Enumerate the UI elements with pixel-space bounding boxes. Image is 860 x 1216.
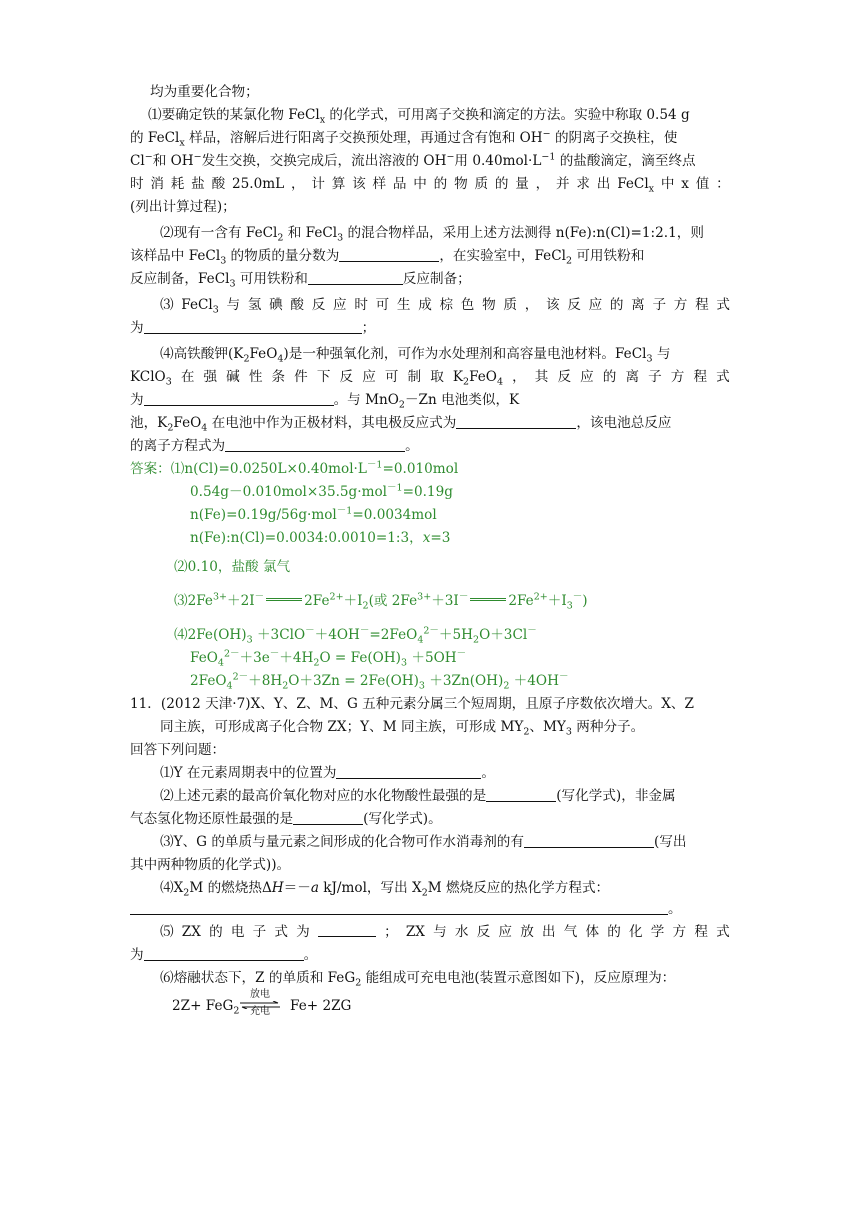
reaction-right: Fe+ 2ZG [290,998,352,1014]
text-token: 程 [693,369,708,385]
text-token: 的 [607,924,621,940]
text-token: 的 [609,297,624,313]
text-token: 碱 [226,369,240,385]
text-token: 出 [541,924,556,940]
text-token: 25.0mL [231,176,285,192]
text-token: 中 [413,176,427,192]
text-token: 反 [339,369,354,385]
text-token: 取 [430,369,444,385]
q4-line4: 池，$K_2FeO_4$ 在电池中作为正极材料，其电极反应式为 ，该电池总反应 [130,415,672,434]
text-token: 方 [673,297,688,313]
text-token: 方 [670,369,685,385]
text-token: 碘 [269,297,283,313]
answer-line7: $⑷2Fe(OH)_3 +3ClO^-+4OH^-=2FeO_4^{2-}+5H_2O+3Cl^-$ [174,625,537,646]
answer-blank[interactable] [524,834,654,848]
text-token: FeCl$_3$ [181,297,219,316]
text-token: ： [716,176,730,192]
q2-line3: 反应制备，FeCl$_3$ 可用铁粉和 反应制备； [130,271,471,290]
text-token: 在 [180,369,195,385]
text-token: 的 [433,176,448,192]
text-token: 水 [454,924,469,940]
text-token: 可 [375,297,390,313]
text-token: ZX [405,924,425,940]
text-token: 应 [498,924,513,940]
text-token: 反 [311,297,326,313]
text-token: 可 [384,369,399,385]
answer-line3: n(Fe)=0.19g/56g·mol$^{-1}$=0.0034mol [190,505,437,523]
text-token: 反 [476,924,491,940]
text-token: ， [524,297,539,313]
text-token: 样 [372,176,387,192]
text-token: 放 [520,924,534,940]
text-token: 方 [672,924,687,940]
q11-sub3-line2: 其中两种物质的化学式))。 [130,857,291,873]
text-token: 时 [130,176,144,192]
text-token: FeCl$_x$ [617,176,655,195]
q1-line4 [130,175,730,193]
text-token: 酸 [290,297,305,313]
answer-blank[interactable] [144,320,362,334]
text-token: KClO$_3$ [130,369,172,388]
text-token: 应 [580,369,594,385]
reaction-left: 2Z+ FeG$_2$ [172,998,240,1017]
q11-sub3: ⑶Y、G 的单质与量元素之间形成的化合物可作水消毒剂的有 (写出 [160,834,687,850]
text-token: 并 [556,176,570,192]
text-token: ⑶ [160,297,174,313]
text-token: 离 [625,369,640,385]
answer-blank[interactable] [308,271,403,285]
q3-line2: 为 ； [130,320,376,336]
text-token: 成 [418,297,432,313]
text-token: 学 [650,924,665,940]
text-token: 物 [454,176,468,192]
q2-line1: ⑵现有一含有 FeCl$_2$ 和 FeCl$_3$ 的混合物样品，采用上述方法测得 n(Fe):n(Cl)=1:2.1，则 [160,225,704,244]
q11-sub4-line2: 。 [130,900,682,918]
text-token: 的 [602,369,617,385]
discharge-label: 放电 [250,989,270,1000]
text-token: 式 [716,297,730,313]
answer-line8: $FeO_4^{2-}+3e^-+4H_2O = Fe(OH)_3 +5OH^-$ [190,648,467,669]
text-token: 反 [557,369,572,385]
text-token: 强 [203,369,218,385]
q11-sub5-line2: 为 。 [130,947,318,963]
answer-blank[interactable] [293,811,363,825]
answer-line4: n(Fe):n(Cl)=0.0034:0.0010=1:3，x=3 [190,530,451,546]
q4-line2 [130,368,730,386]
text-token: 子 [648,369,662,385]
answer-blank[interactable] [456,415,576,429]
answer-blank[interactable] [339,248,439,262]
text-token: 制 [407,369,422,385]
text-token: 应 [333,297,347,313]
text-token: 质 [503,297,517,313]
answer-blank[interactable] [318,923,376,937]
q1-line1: ⑴要确定铁的某氯化物 FeCl$_x$ 的化学式，可用离子交换和滴定的方法。实验中称取 0.54 g [148,107,690,126]
answer-line6: $⑶2Fe^{3+}+2I^-$ $2Fe^{2+}+I_2$(或 $2Fe^{3+}+3I^-$ $2Fe^{2+}+I_3^-$) [174,591,588,612]
q4-line1: ⑷高铁酸钾$(K_2FeO_4)$是一种强氧化剂，可作为水处理剂和高容量电池材料。FeCl$_3$ 与 [160,346,671,365]
answer-line2: 0.54g－0.010mol×35.5g·mol$^{-1}$=0.19g [190,482,453,500]
text-token: 条 [271,369,286,385]
q4-line3: 为 。与 MnO$_2$－Zn 电池类似，K [130,392,520,411]
text-token: 其 [534,369,549,385]
text-token: 反 [567,297,581,313]
text-token: 棕 [439,297,454,313]
text-token: 耗 [170,176,185,192]
q11-line3: 回答下列问题： [130,742,226,758]
text-token: 式 [716,369,730,385]
text-token: ZX [181,924,201,940]
text-token: 值 [695,176,710,192]
answer-blank[interactable] [225,438,405,452]
text-token: 电 [230,924,245,940]
text-token: ； [384,924,398,940]
text-token: 时 [354,297,368,313]
text-token: ， [512,369,526,385]
answer-blank[interactable] [336,765,481,779]
text-token: 中 [660,176,675,192]
text-token: 离 [631,297,645,313]
answer-line5: ⑵0.10，盐酸 氯气 [174,559,291,575]
text-token: x [681,176,689,192]
answer-line1: 答案：$⑴n(Cl)=0.0250L\times 0.40mol\cdot L^{-1}=0.010mol$ [130,459,459,477]
text-token: 式 [274,924,288,940]
answer-line9: $2FeO_4^{2-}+8H_2O+3Zn = 2Fe(OH)_3 +3Zn(OH)_2 +4OH^-$ [190,671,569,692]
equal-arrow-icon [470,598,506,601]
q1-line3: Cl−和 OH−发生交换，交换完成后，流出溶液的 OH−用 $0.40mol\cdot L^{-1}$ 的盐酸滴定，滴至终点 [130,151,696,169]
text-token: ⑸ [160,924,174,940]
text-token: 气 [563,924,578,940]
text-token: 计 [311,176,325,192]
text-token: 品 [392,176,407,192]
text-token: 量 [515,176,529,192]
text-token: 件 [294,369,308,385]
text-token: 该 [352,176,366,192]
text-token: $K_2FeO_4$ [452,369,504,388]
q4-line5: 的离子方程式为 。 [130,438,419,454]
answer-blank[interactable] [144,392,334,406]
q11-sub6: ⑹熔融状态下，Z 的单质和 FeG$_2$ 能组成可充电电池(装置示意图如下)，反应原理为： [160,970,676,989]
reversible-arrow-icon [240,990,280,1018]
text-token: 算 [331,176,346,192]
text-token: 生 [396,297,411,313]
text-token: 氢 [247,297,262,313]
q11-heading: 11．(2012 天津·7)X、Y、Z、M、G 五种元素分属三个短周期，且原子序数依次增大。X、Z [130,696,694,712]
q2-line2: 该样品中 FeCl$_3$ 的物质的量分数为 ，在实验室中，FeCl$_2$ 可用铁粉和 [130,248,645,267]
text-token: 应 [362,369,376,385]
text-token: 程 [695,297,709,313]
q1-line5: (列出计算过程)； [130,199,236,215]
answer-blank[interactable] [130,901,668,915]
text-token: 物 [482,297,496,313]
text-token: 下 [316,369,331,385]
text-token: 子 [652,297,667,313]
answer-label: 答案： [130,461,171,477]
text-token: 程 [694,924,708,940]
q11-sub2-line2: 气态氢化物还原性最强的是 (写化学式)。 [130,811,442,827]
text-token: 酸 [211,176,226,192]
text-token: 的 [494,176,509,192]
text-token: 为 [296,924,310,940]
text-token: 色 [460,297,475,313]
equal-arrow-icon [266,598,302,601]
charge-label: 充电 [250,1006,270,1017]
q11-sub2: ⑵上述元素的最高价氧化物对应的水化物酸性最强的是 (写化学式)，非金属 [160,788,676,804]
text-token: 消 [150,176,164,192]
text-token: 式 [716,924,730,940]
text-token: 子 [252,924,267,940]
text-token: 质 [474,176,489,192]
answer-blank[interactable] [486,788,556,802]
intro-text: 均为重要化合物； [150,84,259,100]
text-token: 性 [248,369,263,385]
q3-line1 [160,296,730,314]
answer-blank[interactable] [144,947,304,961]
text-token: 与 [226,297,241,313]
text-token: 应 [588,297,603,313]
text-token: 的 [209,924,223,940]
text-token: 与 [433,924,447,940]
q11-line2: 同主族，可形成离子化合物 ZX；Y、M 同主族，可形成 $MY_2$、$MY_3$ 两种分子。 [160,719,645,738]
text-token: 化 [629,924,643,940]
text-token: 出 [596,176,611,192]
q1-line2: 的 FeCl$_x$ 样品，溶解后进行阳离子交换预处理，再通过含有饱和 OH− 的阴离子交换柱，使 [130,128,678,149]
text-token: ， [290,176,305,192]
text-token: 盐 [191,176,205,192]
text-token: 体 [585,924,600,940]
text-token: 求 [576,176,590,192]
text-token: 该 [545,297,560,313]
q11-sub4: $⑷X_2M$ 的燃烧热ΔH＝－a kJ/mol，写出 $X_2M$ 燃烧反应的热化学方程式： [160,880,610,899]
text-token: ， [535,176,550,192]
q11-sub1: ⑴Y 在元素周期表中的位置为 。 [160,765,496,781]
q11-sub5 [160,923,730,941]
